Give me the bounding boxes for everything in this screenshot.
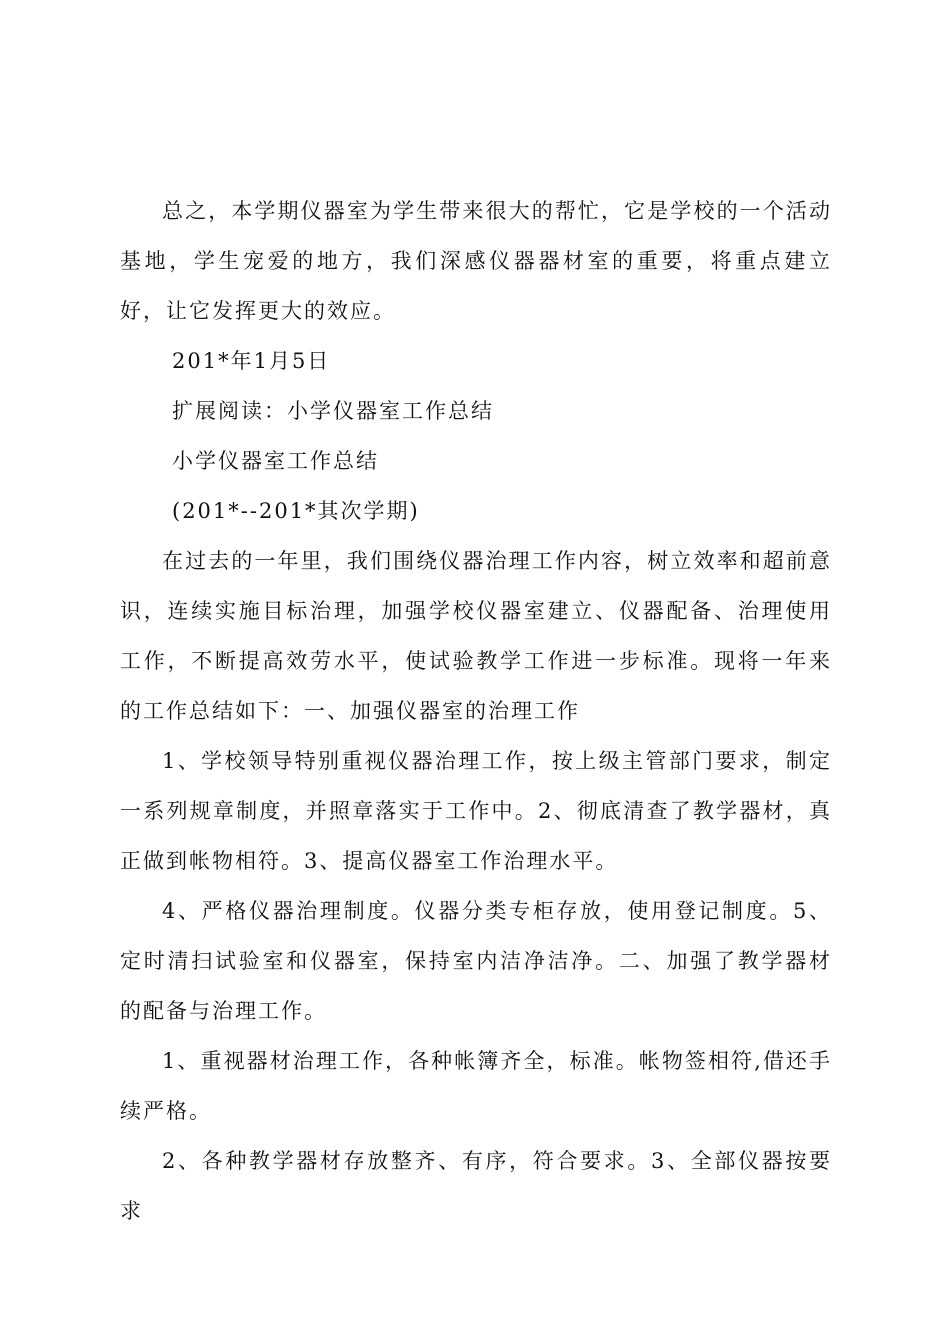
equipment-paragraph-2: 2、各种教学器材存放整齐、有序，符合要求。3、全部仪器按要求 <box>120 1149 832 1223</box>
date-line: 201*年1月5日 <box>172 349 331 373</box>
management-paragraph-2: 4、严格仪器治理制度。仪器分类专柜存放，使用登记制度。5、定时清扫试验室和仪器室，保持室内洁净洁净。二、加强了教学器材的配备与治理工作。 <box>120 899 832 1023</box>
extended-reading-line: 扩展阅读：小学仪器室工作总结 <box>172 399 494 423</box>
management-paragraph-1: 1、学校领导特别重视仪器治理工作，按上级主管部门要求，制定一系列规章制度，并照章落实于工作中。2、彻底清查了教学器材，真正做到帐物相符。3、提高仪器室工作治理水平。 <box>120 749 832 873</box>
equipment-paragraph-1: 1、重视器材治理工作，各种帐簿齐全，标准。帐物签相符,借还手续严格。 <box>120 1049 832 1123</box>
summary-paragraph: 总之，本学期仪器室为学生带来很大的帮忙，它是学校的一个活动基地，学生宠爱的地方，我们深感仪器器材室的重要，将重点建立好，让它发挥更大的效应。 <box>120 199 832 323</box>
semester-line: (201*--201*其次学期) <box>172 499 420 523</box>
document-body <box>120 186 832 1236</box>
section-title: 小学仪器室工作总结 <box>172 449 379 473</box>
intro-paragraph: 在过去的一年里，我们围绕仪器治理工作内容，树立效率和超前意识，连续实施目标治理，加强学校仪器室建立、仪器配备、治理使用工作，不断提高效劳水平，使试验教学工作进一步标准。现将一年来的工作总结如下：一、加强仪器室的治理工作 <box>120 549 832 723</box>
